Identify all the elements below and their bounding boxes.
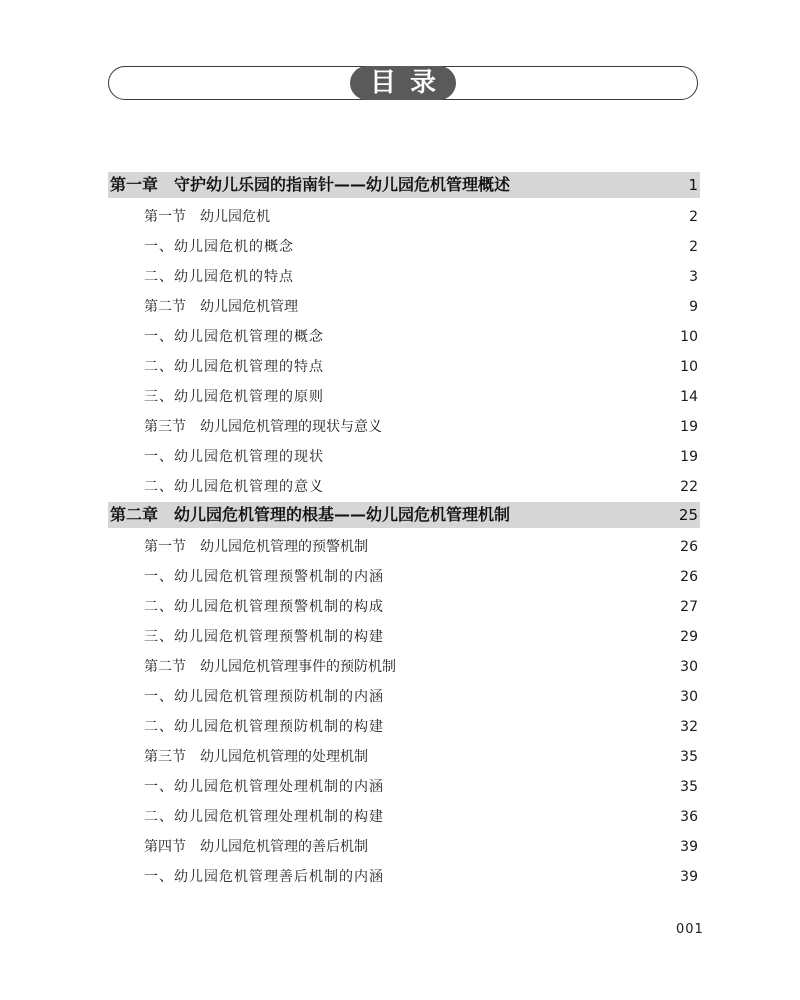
page-number: 25	[678, 506, 698, 524]
page-number: 39	[680, 869, 698, 885]
page-number: 39	[680, 839, 698, 855]
entry-label: 第三节 幼儿园危机管理的现状与意义	[144, 419, 382, 435]
page-number: 22	[680, 479, 698, 495]
page-number: 29	[680, 629, 698, 645]
entry-label: 二、幼儿园危机管理的特点	[144, 359, 324, 375]
toc-item[interactable]	[108, 562, 700, 592]
entry-label: 第三节 幼儿园危机管理的处理机制	[144, 749, 368, 765]
page-number: 35	[680, 779, 698, 795]
page-number: 2	[689, 209, 698, 225]
toc-item[interactable]	[108, 262, 700, 292]
entry-label: 一、幼儿园危机管理善后机制的内涵	[144, 869, 384, 885]
entry-label: 第二节 幼儿园危机管理事件的预防机制	[144, 659, 396, 675]
toc-section[interactable]	[108, 742, 700, 772]
page-folio: 001	[676, 922, 704, 937]
toc-item[interactable]	[108, 712, 700, 742]
page-number: 1	[688, 176, 698, 194]
page-number: 19	[680, 419, 698, 435]
entry-label: 第一节 幼儿园危机管理的预警机制	[144, 539, 368, 555]
toc-section[interactable]	[108, 832, 700, 862]
table-of-contents	[108, 172, 700, 892]
entry-label: 第二节 幼儿园危机管理	[144, 299, 298, 315]
entry-label: 一、幼儿园危机管理的概念	[144, 329, 324, 345]
toc-item[interactable]	[108, 772, 700, 802]
page-number: 32	[680, 719, 698, 735]
toc-section[interactable]	[108, 292, 700, 322]
entry-label: 二、幼儿园危机管理的意义	[144, 479, 324, 495]
page-number: 19	[680, 449, 698, 465]
toc-item[interactable]	[108, 322, 700, 352]
page-number: 36	[680, 809, 698, 825]
entry-label: 二、幼儿园危机管理预警机制的构成	[144, 599, 384, 615]
toc-chapter-1[interactable]	[108, 172, 700, 198]
chapter-title: 第二章 幼儿园危机管理的根基——幼儿园危机管理机制	[110, 505, 511, 524]
page-number: 35	[680, 749, 698, 765]
page-number: 14	[680, 389, 698, 405]
toc-item[interactable]	[108, 622, 700, 652]
toc-item[interactable]	[108, 802, 700, 832]
page-number: 2	[689, 239, 698, 255]
page-number: 30	[680, 659, 698, 675]
entry-label: 一、幼儿园危机管理的现状	[144, 449, 324, 465]
toc-item[interactable]	[108, 682, 700, 712]
entry-label: 一、幼儿园危机管理预警机制的内涵	[144, 569, 384, 585]
entry-label: 第四节 幼儿园危机管理的善后机制	[144, 839, 368, 855]
toc-section[interactable]	[108, 532, 700, 562]
toc-chapter-2[interactable]	[108, 502, 700, 528]
entry-label: 一、幼儿园危机管理处理机制的内涵	[144, 779, 384, 795]
entry-label: 一、幼儿园危机的概念	[144, 239, 294, 255]
toc-item[interactable]	[108, 862, 700, 892]
page-number: 26	[680, 539, 698, 555]
chapter-title: 第一章 守护幼儿乐园的指南针——幼儿园危机管理概述	[110, 175, 511, 194]
page-number: 3	[689, 269, 698, 285]
entry-label: 二、幼儿园危机管理处理机制的构建	[144, 809, 384, 825]
toc-item[interactable]	[108, 232, 700, 262]
toc-section[interactable]	[108, 412, 700, 442]
toc-section[interactable]	[108, 652, 700, 682]
entry-label: 三、幼儿园危机管理的原则	[144, 389, 324, 405]
entry-label: 三、幼儿园危机管理预警机制的构建	[144, 629, 384, 645]
toc-item[interactable]	[108, 352, 700, 382]
page-number: 30	[680, 689, 698, 705]
toc-item[interactable]	[108, 592, 700, 622]
page-title: 目录	[350, 66, 456, 100]
toc-item[interactable]	[108, 472, 700, 502]
page-number: 10	[680, 329, 698, 345]
page-number: 26	[680, 569, 698, 585]
page-number: 27	[680, 599, 698, 615]
toc-section[interactable]	[108, 202, 700, 232]
entry-label: 一、幼儿园危机管理预防机制的内涵	[144, 689, 384, 705]
entry-label: 二、幼儿园危机管理预防机制的构建	[144, 719, 384, 735]
page-number: 10	[680, 359, 698, 375]
toc-item[interactable]	[108, 442, 700, 472]
page-number: 9	[689, 299, 698, 315]
toc-item[interactable]	[108, 382, 700, 412]
entry-label: 二、幼儿园危机的特点	[144, 269, 294, 285]
entry-label: 第一节 幼儿园危机	[144, 209, 270, 225]
